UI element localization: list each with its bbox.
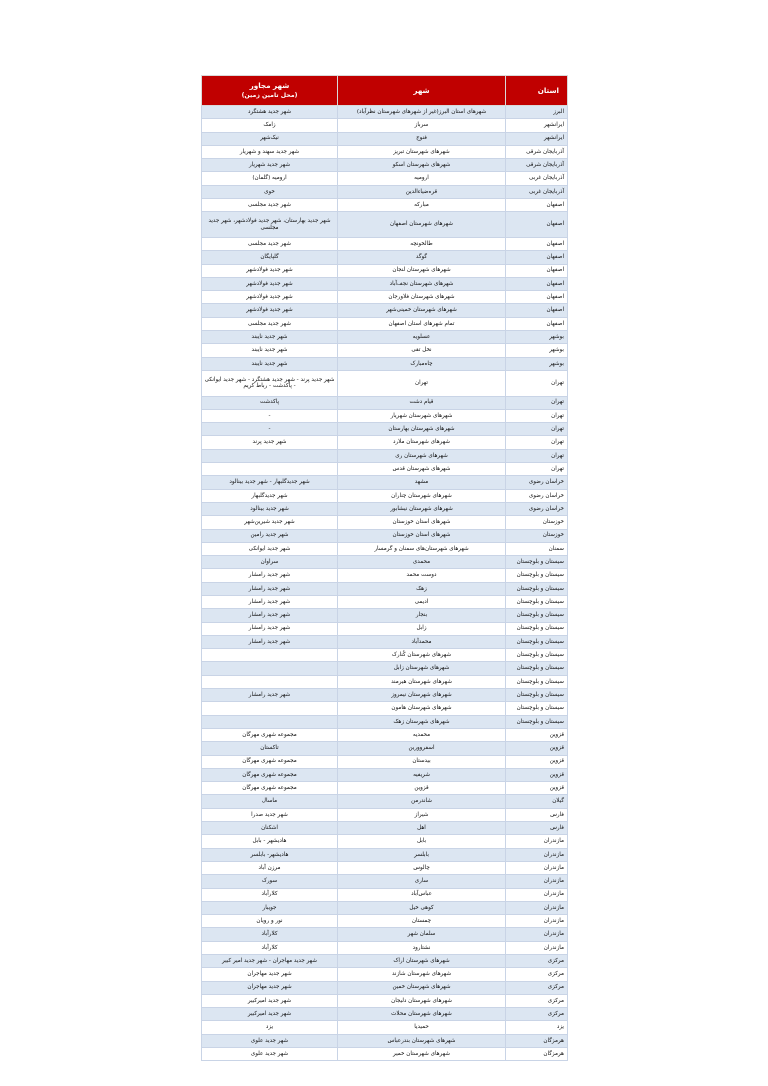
neighbor-city-cell: جویبار [202,901,338,914]
province-cell: مرکزی [506,955,568,968]
table-row [202,968,568,981]
header-city: شهر [338,76,506,106]
city-cell: شهرهای شهرستان ملارد [338,436,506,449]
header-neighbor-city [202,76,338,106]
city-cell: شریفیه [338,768,506,781]
province-cell: مازندران [506,835,568,848]
neighbor-city-cell [202,702,338,715]
neighbor-city-cell: شهر جدید مهاجران [202,981,338,994]
table-row [202,835,568,848]
table-row [202,715,568,728]
city-cell: شهرهای شهرستان محلات [338,1008,506,1021]
neighbor-city-cell: شهر جدیدگلبهار - شهر جدید بینالود [202,476,338,489]
city-cell: چاه‌مبارک [338,357,506,370]
table-row [202,702,568,715]
table-row [202,609,568,622]
province-cell: فارس [506,808,568,821]
city-cell: عباس‌آباد [338,888,506,901]
table-row [202,396,568,409]
neighbor-city-cell: اشکنان [202,822,338,835]
province-cell: اصفهان [506,264,568,277]
neighbor-city-cell: مجموعه شهری مهرگان [202,782,338,795]
province-cell: سیستان و بلوچستان [506,622,568,635]
city-cell: شهرهای شهرستان نیشابور [338,502,506,515]
province-cell: تهران [506,463,568,476]
province-cell: بوشهر [506,344,568,357]
province-cell: سیستان و بلوچستان [506,715,568,728]
table-row [202,542,568,555]
province-cell: اصفهان [506,237,568,250]
neighbor-city-cell: شهر جدید ایوانکی [202,542,338,555]
table-row [202,994,568,1007]
neighbor-city-cell: گلپایگان [202,251,338,264]
table-row [202,476,568,489]
city-cell: شهرهای شهرستان زهک [338,715,506,728]
province-cell: اصفهان [506,277,568,290]
province-cell: قزوین [506,742,568,755]
city-cell: شهرهای شهرستان فلاورجان [338,291,506,304]
city-cell: زابل [338,622,506,635]
province-cell: خوزستان [506,516,568,529]
city-cell: حمیدیا [338,1021,506,1034]
neighbor-city-cell: شهر جدید پرند - شهر جدید هشتگرد - شهر جدید ایوانکی - پاکدشت - رباط کریم [202,370,338,396]
neighbor-city-cell: هادیشهر - بابل [202,835,338,848]
table-row [202,436,568,449]
table-row [202,1021,568,1034]
city-cell: دوست محمد [338,569,506,582]
table-row [202,848,568,861]
city-cell: شهرهای شهرستان کُنارک [338,649,506,662]
province-cell: قزوین [506,782,568,795]
city-cell: زهک [338,582,506,595]
province-cell: آذربایجان شرقی [506,145,568,158]
city-cell: شهرهای شهرستان خمیر [338,1048,506,1061]
neighbor-city-cell: کلارآباد [202,941,338,954]
province-cell: مازندران [506,928,568,941]
city-cell: شهرهای شهرستان هامون [338,702,506,715]
city-cell: چالوس [338,861,506,874]
province-cell: بوشهر [506,331,568,344]
neighbor-city-cell: - [202,423,338,436]
table-row [202,795,568,808]
neighbor-city-cell: شهر جدید مجلسی [202,317,338,330]
neighbor-city-cell [202,675,338,688]
neighbor-city-cell: ماسال [202,795,338,808]
table-row [202,449,568,462]
province-cell: فارس [506,822,568,835]
table-row [202,675,568,688]
province-cell: خراسان رضوی [506,502,568,515]
neighbor-city-cell: زامک [202,119,338,132]
table-row [202,1008,568,1021]
province-cell: بوشهر [506,357,568,370]
neighbor-city-cell: شهر جدید علوی [202,1034,338,1047]
table-body [202,106,568,1061]
province-cell: اصفهان [506,199,568,212]
province-cell: تهران [506,436,568,449]
table-row [202,875,568,888]
city-cell: بابلسر [338,848,506,861]
neighbor-city-cell: شهر جدید رامشار [202,635,338,648]
neighbor-city-cell: شهر جدید امیرکبیر [202,1008,338,1021]
province-cell: سیستان و بلوچستان [506,635,568,648]
neighbor-city-cell: شهر جدید بینالود [202,502,338,515]
table-row [202,901,568,914]
neighbor-city-cell: شهر جدید نایبند [202,331,338,344]
city-cell: شهرهای استان خوزستان [338,529,506,542]
neighbor-city-cell: شهر جدید فولادشهر [202,264,338,277]
city-cell: شهرهای شهرستان نجف‌آباد [338,277,506,290]
neighbor-city-cell: شهر جدید مجلسی [202,237,338,250]
table-row [202,264,568,277]
city-cell: شهرهای شهرستان شهریار [338,409,506,422]
province-cell: تهران [506,409,568,422]
header-row [202,76,568,106]
city-cell: قرەضیاءالدین [338,185,506,198]
province-cell: سیستان و بلوچستان [506,595,568,608]
province-cell: تهران [506,423,568,436]
neighbor-city-cell: کلارآباد [202,888,338,901]
neighbor-city-cell: شهر جدید رامشار [202,689,338,702]
city-cell: مبارکه [338,199,506,212]
neighbor-city-cell: شهر جدید رامین [202,529,338,542]
neighbor-city-cell: شهر جدید مجلسی [202,199,338,212]
table-row [202,145,568,158]
table-row [202,119,568,132]
city-cell: شهرهای شهرستان شازند [338,968,506,981]
neighbor-city-cell: شهر جدید رامشار [202,595,338,608]
table-row [202,251,568,264]
province-cell: گیلان [506,795,568,808]
table-row [202,941,568,954]
province-cell: سیستان و بلوچستان [506,569,568,582]
neighbor-city-cell: شهر جدید شیرین‌شهر [202,516,338,529]
neighbor-city-cell: شهر جدید رامشار [202,569,338,582]
neighbor-city-cell: شهر جدید هشتگرد [202,106,338,119]
province-cell: قزوین [506,768,568,781]
city-cell: شهرهای شهرستان هیرمند [338,675,506,688]
city-cell: قیام دشت [338,396,506,409]
table-row [202,357,568,370]
table-row [202,649,568,662]
table-row [202,689,568,702]
city-cell: شهرهای شهرستان خمینی‌شهر [338,304,506,317]
city-cell: سرباز [338,119,506,132]
city-cell: بیدستان [338,755,506,768]
province-cell: البرز [506,106,568,119]
city-cell: شیراز [338,808,506,821]
city-cell: شهرهای استان خوزستان [338,516,506,529]
table-row [202,317,568,330]
city-cell: اسفروورین [338,742,506,755]
city-cell: شهرهای شهرستان چناران [338,489,506,502]
city-cell: ساری [338,875,506,888]
province-cell: سیستان و بلوچستان [506,675,568,688]
table-row [202,808,568,821]
neighbor-city-cell: شهر جدید فولادشهر [202,304,338,317]
city-cell: چمستان [338,915,506,928]
neighbor-city-cell: شهر جدید سهند و شهریار [202,145,338,158]
neighbor-city-cell [202,649,338,662]
header-province: استان [506,76,568,106]
province-cell: مرکزی [506,1008,568,1021]
neighbor-city-cell: شهر جدید شهریار [202,159,338,172]
city-cell: شاندرمن [338,795,506,808]
city-cell: شهرهای شهرستان اصفهان [338,212,506,238]
province-cell: آذربایجان شرقی [506,159,568,172]
province-cell: ایرانشهر [506,119,568,132]
table-row [202,277,568,290]
province-cell: آذربایجان غربی [506,185,568,198]
city-cell: شهرهای شهرستان اراک [338,955,506,968]
city-cell: فنوج [338,132,506,145]
city-cell: محمدیه [338,728,506,741]
city-cell: تمام شهرهای استان اصفهان [338,317,506,330]
table-row [202,582,568,595]
table-row [202,635,568,648]
province-cell: مازندران [506,941,568,954]
city-cell: عسلویه [338,331,506,344]
table-row [202,159,568,172]
table-row [202,489,568,502]
province-cell: سیستان و بلوچستان [506,556,568,569]
province-cell: مازندران [506,861,568,874]
province-cell: یزد [506,1021,568,1034]
city-cell: شهرهای شهرستان ری [338,449,506,462]
province-cell: اصفهان [506,317,568,330]
city-cell: شهرهای شهرستان زابل [338,662,506,675]
table-row [202,556,568,569]
table-row [202,344,568,357]
city-cell: شهرهای شهرستان بندرعباس [338,1034,506,1047]
province-cell: اصفهان [506,291,568,304]
neighbor-city-cell: خوی [202,185,338,198]
header-neighbor-title: شهر مجاور [249,80,290,90]
table-row [202,237,568,250]
neighbor-city-cell: مجموعه شهری مهرگان [202,768,338,781]
table-row [202,928,568,941]
province-cell: قزوین [506,728,568,741]
province-cell: مازندران [506,915,568,928]
city-cell: مشهد [338,476,506,489]
table-row [202,742,568,755]
city-cell: نخل تقی [338,344,506,357]
neighbor-city-cell: شهر جدید صدرا [202,808,338,821]
province-cell: تهران [506,370,568,396]
table-row [202,822,568,835]
province-cell: ایرانشهر [506,132,568,145]
table-row [202,132,568,145]
neighbor-city-cell: شهر جدید علوی [202,1048,338,1061]
province-cell: آذربایجان غربی [506,172,568,185]
neighbor-city-cell: ارومیه (گلمان) [202,172,338,185]
table-row [202,595,568,608]
city-cell: ارومیه [338,172,506,185]
table-row [202,955,568,968]
neighbor-city-cell: شهر جدید مهاجران - شهر جدید امیر کبیر [202,955,338,968]
neighbor-city-cell: تاکستان [202,742,338,755]
city-cell: شهرهای شهرستان نیمروز [338,689,506,702]
neighbor-city-cell: شهر جدید رامشار [202,622,338,635]
city-cell: نشتارود [338,941,506,954]
city-cell: سلمان شهر [338,928,506,941]
province-cell: اصفهان [506,212,568,238]
table-row [202,662,568,675]
city-cell: شهرهای استان البرز(غیر از شهرهای شهرستان نظرآباد) [338,106,506,119]
neighbor-city-cell: سورک [202,875,338,888]
province-cell: هرمزگان [506,1048,568,1061]
city-cell: شهرهای شهرستان اسکو [338,159,506,172]
neighbor-city-cell: - [202,409,338,422]
city-cell: طالخونچه [338,237,506,250]
header-neighbor-subtitle: (محل تامین زمین) [241,91,298,99]
neighbor-city-cell: شهر جدید رامشار [202,582,338,595]
city-cell: شهرهای شهرستان بهارستان [338,423,506,436]
city-cell: شهرهای شهرستان خمین [338,981,506,994]
neighbor-city-cell [202,449,338,462]
province-cell: سیستان و بلوچستان [506,649,568,662]
province-cell: اصفهان [506,251,568,264]
neighbor-city-cell: هادیشهر- بابلسر [202,848,338,861]
city-cell: محمدی [338,556,506,569]
table-row [202,331,568,344]
table-row [202,569,568,582]
table-row [202,782,568,795]
table-row [202,728,568,741]
province-cell: سیستان و بلوچستان [506,582,568,595]
city-cell: قزوین [338,782,506,795]
neighbor-city-cell: نور و رویان [202,915,338,928]
neighbor-city-cell: مجموعه شهری مهرگان [202,728,338,741]
neighbor-city-cell: پاکدشت [202,396,338,409]
province-cell: هرمزگان [506,1034,568,1047]
neighbor-city-cell: شهر جدید پرند [202,436,338,449]
table-row [202,463,568,476]
table-row [202,304,568,317]
city-cell: بنجار [338,609,506,622]
province-cell: سیستان و بلوچستان [506,609,568,622]
neighbor-city-cell: شهر جدید نایبند [202,344,338,357]
neighbor-city-cell: کلارآباد [202,928,338,941]
province-cell: مرکزی [506,994,568,1007]
city-cell: گوگد [338,251,506,264]
city-cell: شهرهای شهرستان‌های سمنان و گرمسار [338,542,506,555]
neighbor-city-cell [202,463,338,476]
table-row [202,199,568,212]
city-cell: شهرهای شهرستان لنجان [338,264,506,277]
province-cell: مرکزی [506,981,568,994]
table-row [202,370,568,396]
province-cell: خراسان رضوی [506,489,568,502]
table-header [202,76,568,106]
table-row [202,861,568,874]
table-row [202,185,568,198]
neighbor-city-cell [202,715,338,728]
neighbor-city-cell: شهر جدید فولادشهر [202,277,338,290]
table-row [202,1048,568,1061]
land-supply-table [201,75,568,1061]
table-row [202,106,568,119]
table-row [202,423,568,436]
neighbor-city-cell: سراوان [202,556,338,569]
neighbor-city-cell: شهر جدید مهاجران [202,968,338,981]
province-cell: تهران [506,449,568,462]
province-cell: سیستان و بلوچستان [506,702,568,715]
table-row [202,212,568,238]
neighbor-city-cell: شهر جدید امیرکبیر [202,994,338,1007]
city-cell: کوهی خیل [338,901,506,914]
province-cell: مازندران [506,888,568,901]
province-cell: قزوین [506,755,568,768]
province-cell: خراسان رضوی [506,476,568,489]
neighbor-city-cell: مجموعه شهری مهرگان [202,755,338,768]
table-row [202,502,568,515]
province-cell: اصفهان [506,304,568,317]
neighbor-city-cell: شهر جدید رامشار [202,609,338,622]
neighbor-city-cell: مرزن آباد [202,861,338,874]
province-cell: مازندران [506,848,568,861]
province-cell: سیستان و بلوچستان [506,662,568,675]
table-row [202,622,568,635]
neighbor-city-cell: شهر جدید فولادشهر [202,291,338,304]
city-cell: اهل [338,822,506,835]
province-cell: مرکزی [506,968,568,981]
neighbor-city-cell: نیک‌شهر [202,132,338,145]
province-cell: سمنان [506,542,568,555]
neighbor-city-cell: شهر جدید بهارستان، شهر جدید فولادشهر، شهر جدید مجلسی [202,212,338,238]
neighbor-city-cell [202,662,338,675]
table-row [202,768,568,781]
city-cell: ادیمی [338,595,506,608]
table-row [202,529,568,542]
province-cell: سیستان و بلوچستان [506,689,568,702]
table-row [202,755,568,768]
province-cell: خوزستان [506,529,568,542]
table-row [202,409,568,422]
province-cell: مازندران [506,875,568,888]
city-cell: شهرهای شهرستان تبریز [338,145,506,158]
neighbor-city-cell: یزد [202,1021,338,1034]
neighbor-city-cell: شهر جدید نایبند [202,357,338,370]
table-row [202,516,568,529]
province-cell: تهران [506,396,568,409]
table-row [202,172,568,185]
city-cell: محمدآباد [338,635,506,648]
table-row [202,1034,568,1047]
city-cell: شهرهای شهرستان قدس [338,463,506,476]
province-cell: مازندران [506,901,568,914]
table-row [202,915,568,928]
city-cell: تهران [338,370,506,396]
table-row [202,291,568,304]
city-cell: شهرهای شهرستان دلیجان [338,994,506,1007]
table-row [202,888,568,901]
neighbor-city-cell: شهر جدیدگلبهار [202,489,338,502]
city-cell: بابل [338,835,506,848]
table-row [202,981,568,994]
